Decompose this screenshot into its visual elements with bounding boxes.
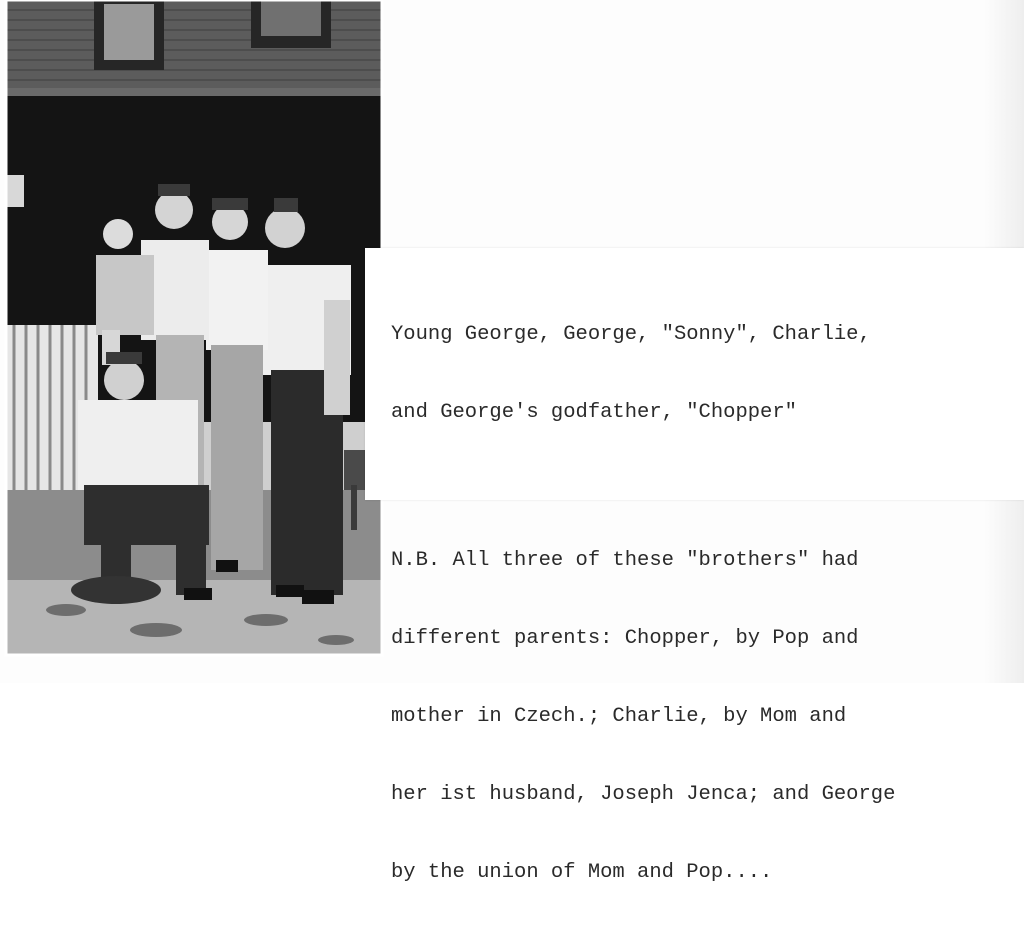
caption-paper [365, 248, 1024, 884]
caption-title-line-1: Young George, George, "Sonny", Charlie, [391, 323, 871, 346]
caption-note-line-5: by the union of Mom and Pop.... [391, 861, 773, 884]
group-photograph [6, 0, 382, 655]
caption-text [391, 270, 1024, 938]
caption-title-line-2: and George's godfather, "Chopper" [391, 401, 797, 424]
caption-note-line-3: mother in Czech.; Charlie, by Mom and [391, 705, 847, 728]
standing-man-middle [206, 198, 268, 572]
caption-note-line-4: her ist husband, Joseph Jenca; and George [391, 783, 896, 806]
caption-note-line-2: different parents: Chopper, by Pop and [391, 627, 859, 650]
caption-note-line-1: N.B. All three of these "brothers" had [391, 549, 859, 572]
paragraph-gap [391, 478, 1024, 496]
photograph-illustration [6, 0, 382, 655]
